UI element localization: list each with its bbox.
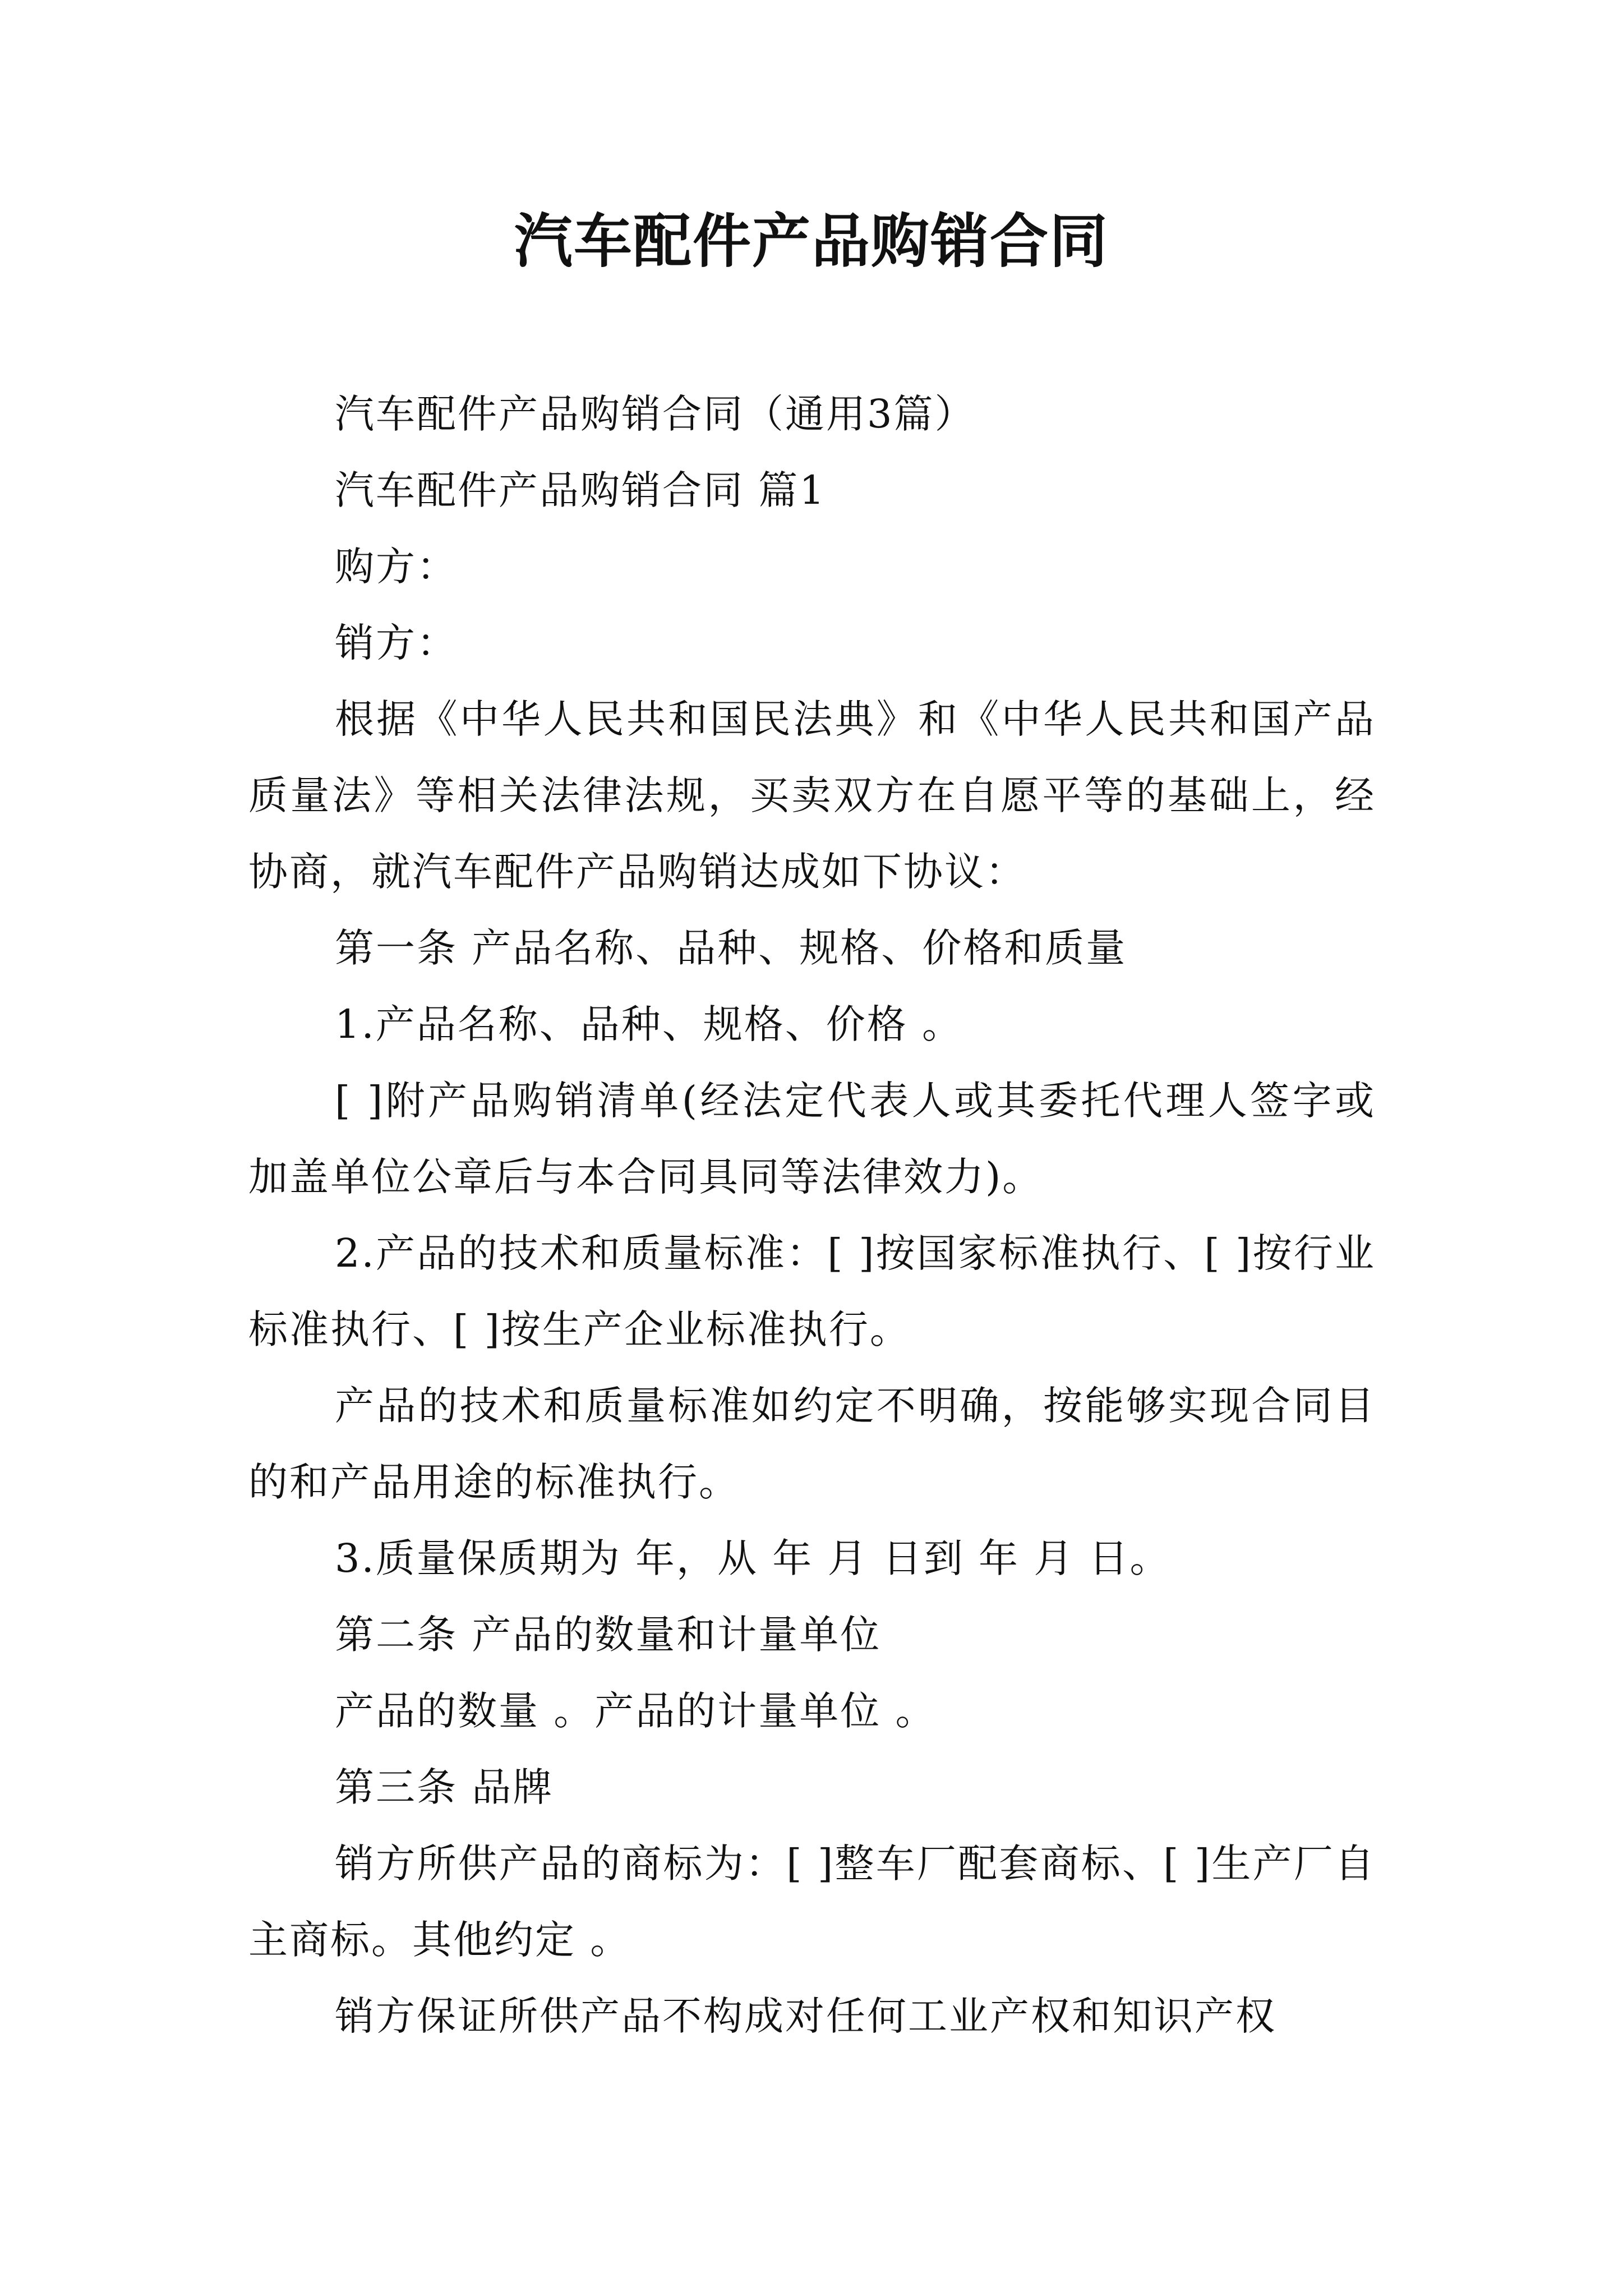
- paragraph-article-3-guarantee: 销方保证所供产品不构成对任何工业产权和知识产权: [335, 1993, 1276, 2039]
- document-body: [248, 376, 1376, 2054]
- paragraph-article-1-standard-note: 产品的技术和质量标准如约定不明确，按能够实现合同目的和产品用途的标准执行。: [248, 1383, 1376, 1505]
- paragraph-article-1-item-1: 1.产品名称、品种、规格、价格 。: [335, 1001, 963, 1047]
- paragraph-article-1-list-note: [ ]附产品购销清单(经法定代表人或其委托代理人签字或加盖单位公章后与本合同具同等法律效力)。: [248, 1078, 1376, 1200]
- document-title: 汽车配件产品购销合同: [514, 206, 1109, 275]
- paragraph-buyer: 购方：: [335, 544, 458, 590]
- paragraph-article-2-content: 产品的数量 。产品的计量单位 。: [335, 1688, 937, 1734]
- paragraph-article-3-content: 销方所供产品的商标为：[ ]整车厂配套商标、[ ]生产厂自主商标。其他约定 。: [248, 1841, 1376, 1963]
- paragraph-article-1-item-3: 3.质量保质期为 年，从 年 月 日到 年 月 日。: [335, 1535, 1171, 1581]
- paragraph-article-3-heading: 第三条 品牌: [335, 1764, 554, 1810]
- paragraph-part-heading: 汽车配件产品购销合同 篇1: [335, 467, 826, 513]
- paragraph-seller: 销方：: [335, 620, 458, 666]
- paragraph-article-1-heading: 第一条 产品名称、品种、规格、价格和质量: [335, 925, 1127, 971]
- paragraph-subtitle: 汽车配件产品购销合同（通用3篇）: [335, 391, 976, 437]
- paragraph-article-2-heading: 第二条 产品的数量和计量单位: [335, 1612, 882, 1658]
- paragraph-article-1-item-2: 2.产品的技术和质量标准：[ ]按国家标准执行、[ ]按行业标准执行、[ ]按生产企业标准执行。: [248, 1230, 1376, 1352]
- paragraph-preamble: 根据《中华人民共和国民法典》和《中华人民共和国产品质量法》等相关法律法规，买卖双方在自愿平等的基础上，经协商，就汽车配件产品购销达成如下协议：: [248, 696, 1376, 895]
